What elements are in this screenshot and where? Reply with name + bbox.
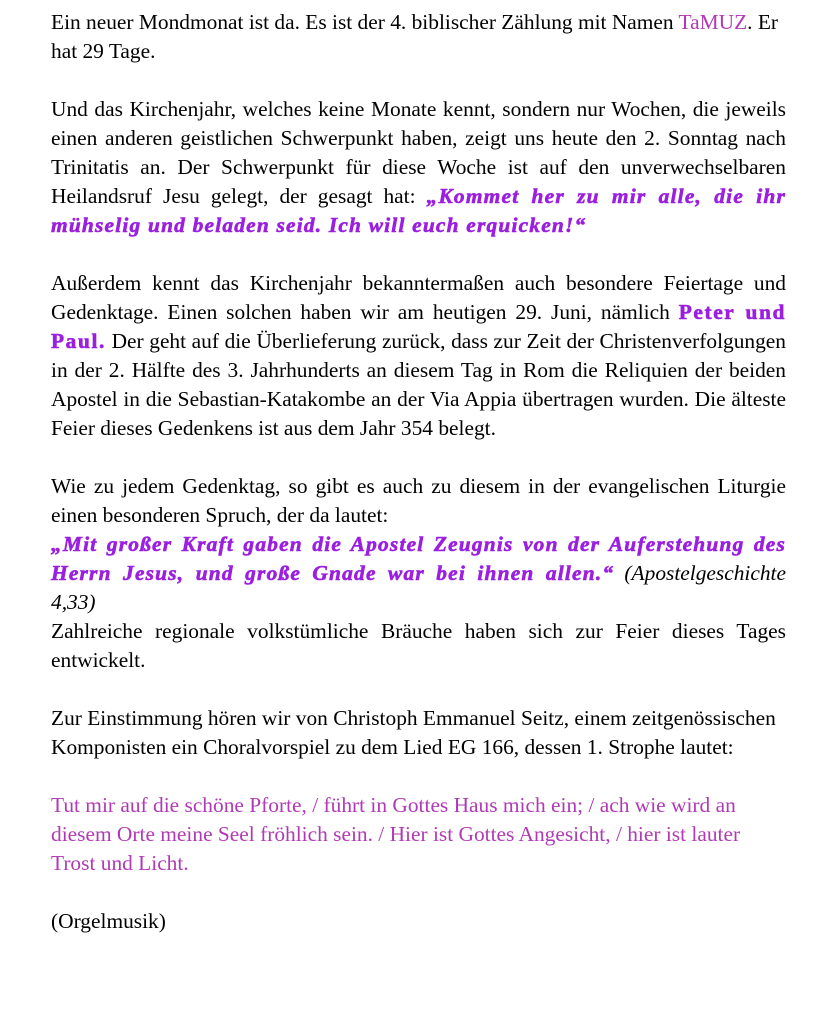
paragraph-hymn-verse <box>51 791 786 878</box>
organ-music-label: (Orgelmusik) <box>51 909 166 933</box>
paragraph-organ-music <box>51 907 786 936</box>
paragraph-new-moon <box>51 8 786 66</box>
paragraph-liturgy-verse <box>51 472 786 617</box>
paragraph-composer <box>51 704 786 762</box>
heilandsruf-quote: „Kommet her zu mir alle, die ihr mühselig und beladen seid. Ich will euch erquicken!“ <box>51 184 786 237</box>
paragraph-feast-day <box>51 269 786 443</box>
liturgy-intro-text: Wie zu jedem Gedenktag, so gibt es auch zu diesem in der evangelischen Liturgie einen besonderen Spruch, der da lautet: <box>51 474 786 527</box>
paragraph-customs <box>51 617 786 675</box>
apostle-verse-quote: „Mit großer Kraft gaben die Apostel Zeugnis von der Auferstehung des Herrn Jesus, und große Gnade war bei ihnen allen.“ <box>51 532 786 585</box>
document-page <box>51 8 786 965</box>
new-moon-days: . Er hat 29 Tage. <box>51 10 779 63</box>
church-year-text: Und das Kirchenjahr, welches keine Monate kennt, sondern nur Wochen, die jeweils einen anderen geistlichen Schwerpunkt haben, zeigt uns heute den 2. Sonntag nach Trinitatis an. Der Schwerpunkt für diese Woche ist auf den unverwechselbaren Heilandsruf Jesu gelegt, der gesagt hat: <box>51 97 786 208</box>
new-moon-text: Ein neuer Mondmonat ist da. Es ist der 4. biblischer Zählung mit Namen <box>51 10 679 34</box>
paragraph-church-year <box>51 95 786 240</box>
composer-text: Zur Einstimmung hören wir von Christoph Emmanuel Seitz, einem zeitgenössischen Komponisten ein Choralvorspiel zu dem Lied EG 166, dessen 1. Strophe lautet: <box>51 706 776 759</box>
feast-history-text: Der geht auf die Überlieferung zurück, dass zur Zeit der Christenverfolgungen in der 2. Hälfte des 3. Jahrhunderts an diesem Tag in Rom die Reliquien der beiden Apostel in die Sebastian-Katakombe an der Via Appia übertragen wurden. Die älteste Feier dieses Gedenkens ist aus dem Jahr 354 belegt. <box>51 329 786 440</box>
feast-name: Peter und Paul. <box>51 300 786 353</box>
customs-text: Zahlreiche regionale volkstümliche Bräuche haben sich zur Feier dieses Tages entwickelt. <box>51 619 786 672</box>
hymn-verse-text: Tut mir auf die schöne Pforte, / führt in Gottes Haus mich ein; / ach wie wird an diesem Orte meine Seel fröhlich sein. / Hier ist Gottes Angesicht, / hier ist lauter Trost und Licht. <box>51 793 741 875</box>
feast-intro-text: Außerdem kennt das Kirchenjahr bekanntermaßen auch besondere Feiertage und Gedenktage. Einen solchen haben wir am heutigen 29. Juni, nämlich <box>51 271 786 324</box>
month-name: TaMUZ <box>678 10 748 34</box>
verse-reference: (Apostelgeschichte 4,33) <box>51 561 786 614</box>
